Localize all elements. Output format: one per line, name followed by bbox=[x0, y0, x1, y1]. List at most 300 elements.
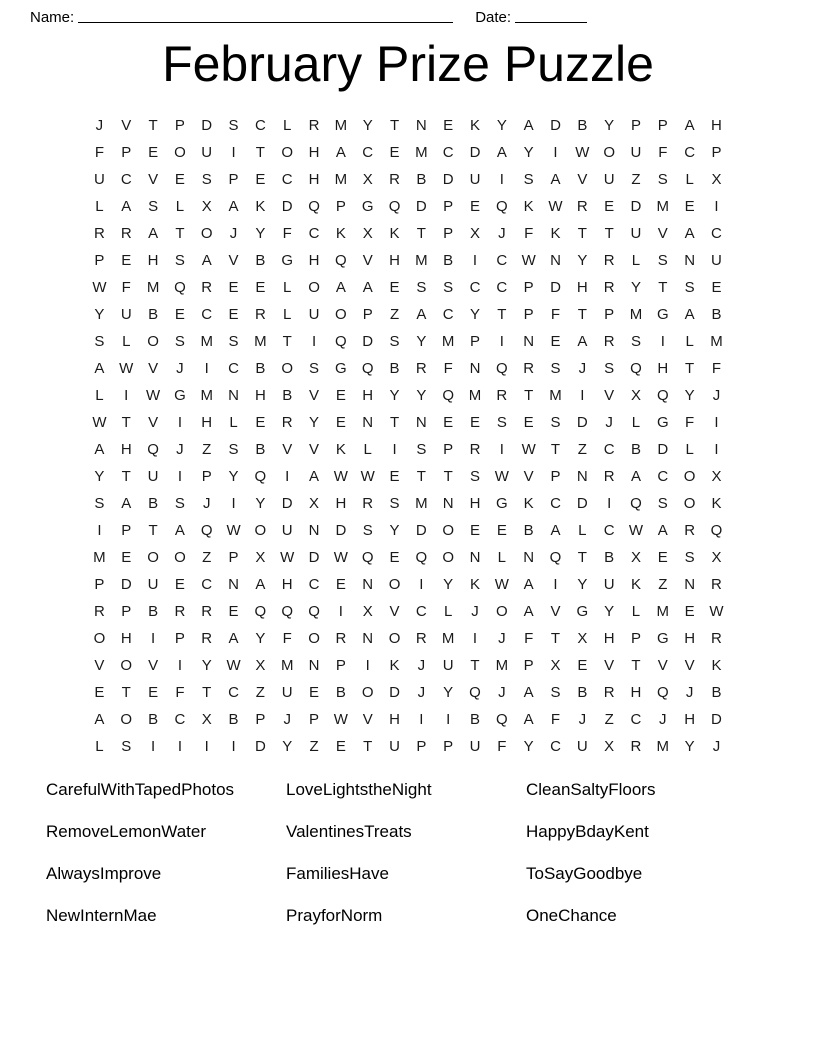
word-list-item[interactable]: NewInternMae bbox=[46, 906, 157, 925]
grid-cell[interactable]: X bbox=[711, 468, 722, 485]
grid-cell[interactable]: I bbox=[419, 576, 424, 593]
grid-cell[interactable]: R bbox=[201, 630, 213, 647]
grid-cell[interactable]: O bbox=[147, 333, 159, 350]
grid-cell[interactable]: M bbox=[468, 387, 482, 404]
grid-cell[interactable]: E bbox=[148, 144, 159, 161]
grid-cell[interactable]: J bbox=[685, 684, 694, 701]
grid-cell[interactable]: U bbox=[442, 657, 454, 674]
grid-cell[interactable]: L bbox=[283, 279, 292, 296]
grid-cell[interactable]: Y bbox=[362, 117, 373, 134]
grid-cell[interactable]: F bbox=[685, 414, 695, 431]
grid-cell[interactable]: Q bbox=[656, 684, 669, 701]
grid-cell[interactable]: O bbox=[442, 549, 455, 566]
grid-cell[interactable]: T bbox=[416, 468, 426, 485]
grid-cell[interactable]: P bbox=[255, 711, 266, 728]
grid-cell[interactable]: C bbox=[550, 495, 561, 512]
grid-cell[interactable]: H bbox=[335, 495, 347, 512]
grid-cell[interactable]: P bbox=[94, 576, 105, 593]
grid-cell[interactable]: V bbox=[309, 387, 320, 404]
grid-cell[interactable]: P bbox=[470, 333, 481, 350]
grid-cell[interactable]: I bbox=[177, 414, 182, 431]
grid-cell[interactable]: D bbox=[657, 441, 669, 458]
grid-cell[interactable]: X bbox=[309, 495, 320, 512]
grid-cell[interactable]: R bbox=[389, 171, 400, 188]
grid-cell[interactable]: J bbox=[95, 117, 104, 134]
grid-cell[interactable]: E bbox=[228, 306, 239, 323]
grid-cell[interactable]: E bbox=[443, 117, 454, 134]
grid-cell[interactable]: K bbox=[550, 225, 561, 242]
grid-cell[interactable]: S bbox=[228, 441, 239, 458]
grid-cell[interactable]: P bbox=[711, 144, 722, 161]
grid-cell[interactable]: X bbox=[362, 603, 373, 620]
grid-cell[interactable]: W bbox=[333, 711, 348, 728]
grid-cell[interactable]: E bbox=[389, 279, 400, 296]
grid-cell[interactable]: A bbox=[523, 117, 534, 134]
grid-cell[interactable]: R bbox=[335, 630, 347, 647]
grid-cell[interactable]: K bbox=[389, 657, 400, 674]
grid-cell[interactable]: A bbox=[577, 333, 588, 350]
grid-cell[interactable]: K bbox=[630, 576, 641, 593]
grid-cell[interactable]: Q bbox=[388, 198, 401, 215]
grid-cell[interactable]: V bbox=[577, 171, 588, 188]
grid-cell[interactable]: A bbox=[523, 711, 534, 728]
grid-cell[interactable]: S bbox=[389, 333, 400, 350]
grid-cell[interactable]: J bbox=[283, 711, 291, 728]
grid-cell[interactable]: J bbox=[605, 414, 613, 431]
grid-cell[interactable]: V bbox=[550, 603, 561, 620]
grid-cell[interactable]: P bbox=[630, 630, 641, 647]
grid-cell[interactable]: S bbox=[657, 171, 668, 188]
grid-cell[interactable]: R bbox=[576, 198, 588, 215]
grid-cell[interactable]: M bbox=[415, 495, 428, 512]
grid-cell[interactable]: I bbox=[285, 468, 290, 485]
grid-cell[interactable]: D bbox=[576, 414, 588, 431]
grid-cell[interactable]: N bbox=[362, 414, 374, 431]
grid-cell[interactable]: B bbox=[604, 549, 615, 566]
grid-cell[interactable]: H bbox=[308, 171, 320, 188]
grid-cell[interactable]: A bbox=[335, 144, 346, 161]
grid-cell[interactable]: R bbox=[93, 603, 105, 620]
grid-cell[interactable]: D bbox=[469, 144, 481, 161]
grid-cell[interactable]: E bbox=[470, 522, 481, 539]
grid-cell[interactable]: Q bbox=[361, 549, 374, 566]
grid-cell[interactable]: E bbox=[470, 198, 481, 215]
word-list-item[interactable]: CleanSaltyFloors bbox=[526, 780, 656, 799]
grid-cell[interactable]: Q bbox=[361, 360, 374, 377]
grid-cell[interactable]: S bbox=[657, 495, 668, 512]
grid-cell[interactable]: W bbox=[92, 414, 107, 431]
word-list-item[interactable]: RemoveLemonWater bbox=[46, 822, 206, 841]
grid-cell[interactable]: Q bbox=[469, 684, 481, 701]
grid-cell[interactable]: W bbox=[119, 360, 134, 377]
grid-cell[interactable]: P bbox=[443, 225, 454, 242]
grid-cell[interactable]: X bbox=[630, 387, 641, 404]
grid-cell[interactable]: P bbox=[362, 306, 373, 323]
grid-cell[interactable]: H bbox=[147, 252, 159, 269]
word-list-item[interactable]: CarefulWithTapedPhotos bbox=[46, 780, 235, 799]
grid-cell[interactable]: O bbox=[496, 603, 508, 620]
grid-cell[interactable]: S bbox=[94, 495, 105, 512]
grid-cell[interactable]: I bbox=[419, 711, 424, 728]
grid-cell[interactable]: Y bbox=[684, 387, 695, 404]
grid-cell[interactable]: I bbox=[392, 441, 397, 458]
grid-cell[interactable]: Y bbox=[416, 387, 427, 404]
grid-cell[interactable]: E bbox=[335, 387, 346, 404]
grid-cell[interactable]: D bbox=[335, 522, 347, 539]
grid-cell[interactable]: M bbox=[200, 333, 213, 350]
grid-cell[interactable]: M bbox=[93, 549, 106, 566]
grid-cell[interactable]: H bbox=[469, 495, 481, 512]
grid-cell[interactable]: Z bbox=[202, 549, 212, 566]
word-list-item[interactable]: AlwaysImprove bbox=[46, 864, 162, 883]
grid-cell[interactable]: E bbox=[443, 414, 454, 431]
grid-cell[interactable]: O bbox=[120, 711, 133, 728]
grid-cell[interactable]: A bbox=[684, 225, 695, 242]
grid-cell[interactable]: I bbox=[472, 630, 478, 647]
grid-cell[interactable]: D bbox=[550, 117, 561, 134]
grid-cell[interactable]: H bbox=[630, 684, 642, 701]
grid-cell[interactable]: W bbox=[494, 576, 509, 593]
grid-cell[interactable]: E bbox=[389, 144, 400, 161]
grid-cell[interactable]: X bbox=[604, 738, 615, 755]
grid-cell[interactable]: A bbox=[121, 495, 132, 512]
grid-cell[interactable]: N bbox=[442, 495, 454, 512]
grid-cell[interactable]: S bbox=[121, 738, 132, 755]
grid-cell[interactable]: T bbox=[550, 441, 561, 458]
grid-cell[interactable]: E bbox=[255, 414, 266, 431]
grid-cell[interactable]: A bbox=[148, 225, 159, 242]
grid-cell[interactable]: Z bbox=[577, 441, 587, 458]
grid-cell[interactable]: F bbox=[658, 144, 668, 161]
grid-cell[interactable]: Y bbox=[282, 738, 293, 755]
grid-cell[interactable]: D bbox=[711, 711, 722, 728]
grid-cell[interactable]: S bbox=[174, 252, 185, 269]
grid-cell[interactable]: J bbox=[202, 495, 211, 512]
word-search-grid[interactable] bbox=[86, 112, 730, 760]
grid-cell[interactable]: R bbox=[415, 360, 427, 377]
grid-cell[interactable]: Q bbox=[335, 333, 347, 350]
grid-cell[interactable]: A bbox=[201, 252, 212, 269]
grid-cell[interactable]: E bbox=[335, 738, 346, 755]
word-list-item[interactable]: ValentinesTreats bbox=[286, 822, 412, 841]
grid-cell[interactable]: J bbox=[229, 225, 238, 242]
grid-cell[interactable]: X bbox=[201, 198, 212, 215]
grid-cell[interactable]: O bbox=[281, 144, 294, 161]
grid-cell[interactable]: K bbox=[523, 495, 534, 512]
grid-cell[interactable]: D bbox=[630, 198, 642, 215]
grid-cell[interactable]: N bbox=[684, 576, 696, 593]
grid-cell[interactable]: B bbox=[228, 711, 239, 728]
grid-cell[interactable]: M bbox=[441, 630, 455, 647]
grid-cell[interactable]: B bbox=[523, 522, 534, 539]
grid-cell[interactable]: W bbox=[333, 549, 348, 566]
grid-cell[interactable]: P bbox=[523, 657, 534, 674]
grid-cell[interactable]: S bbox=[550, 360, 561, 377]
grid-cell[interactable]: U bbox=[120, 306, 132, 323]
grid-cell[interactable]: R bbox=[362, 495, 374, 512]
grid-cell[interactable]: E bbox=[121, 252, 132, 269]
grid-cell[interactable]: L bbox=[444, 603, 453, 620]
grid-cell[interactable]: T bbox=[497, 306, 507, 323]
grid-cell[interactable]: W bbox=[226, 522, 241, 539]
grid-cell[interactable]: D bbox=[389, 684, 400, 701]
grid-cell[interactable]: G bbox=[335, 360, 347, 377]
grid-cell[interactable]: J bbox=[712, 387, 721, 404]
grid-cell[interactable]: W bbox=[628, 522, 644, 539]
grid-cell[interactable]: P bbox=[201, 468, 212, 485]
name-write-line[interactable] bbox=[78, 21, 453, 23]
grid-cell[interactable]: C bbox=[254, 117, 266, 134]
grid-cell[interactable]: J bbox=[659, 711, 667, 728]
grid-cell[interactable]: E bbox=[228, 279, 239, 296]
grid-cell[interactable]: C bbox=[684, 144, 696, 161]
grid-cell[interactable]: F bbox=[121, 279, 131, 296]
grid-cell[interactable]: B bbox=[148, 495, 159, 512]
grid-cell[interactable]: M bbox=[200, 387, 213, 404]
grid-cell[interactable]: H bbox=[308, 252, 320, 269]
grid-cell[interactable]: S bbox=[416, 441, 427, 458]
grid-cell[interactable]: P bbox=[443, 198, 454, 215]
grid-cell[interactable]: S bbox=[362, 522, 373, 539]
grid-cell[interactable]: V bbox=[121, 117, 132, 134]
grid-cell[interactable]: K bbox=[470, 576, 481, 593]
grid-cell[interactable]: P bbox=[228, 549, 239, 566]
grid-cell[interactable]: E bbox=[550, 333, 561, 350]
grid-cell[interactable]: U bbox=[603, 171, 615, 188]
grid-cell[interactable]: P bbox=[523, 306, 534, 323]
grid-cell[interactable]: L bbox=[631, 603, 641, 620]
grid-cell[interactable]: X bbox=[255, 657, 266, 674]
grid-cell[interactable]: N bbox=[415, 117, 427, 134]
grid-cell[interactable]: L bbox=[631, 252, 641, 269]
grid-cell[interactable]: J bbox=[417, 684, 426, 701]
grid-cell[interactable]: Y bbox=[470, 306, 481, 323]
grid-cell[interactable]: M bbox=[656, 198, 670, 215]
grid-cell[interactable]: P bbox=[94, 252, 105, 269]
grid-cell[interactable]: U bbox=[389, 738, 400, 755]
grid-cell[interactable]: I bbox=[499, 333, 504, 350]
grid-cell[interactable]: V bbox=[684, 657, 695, 674]
grid-cell[interactable]: R bbox=[254, 306, 266, 323]
grid-cell[interactable]: T bbox=[604, 225, 614, 242]
grid-cell[interactable]: T bbox=[631, 657, 641, 674]
grid-cell[interactable]: I bbox=[553, 144, 558, 161]
grid-cell[interactable]: Q bbox=[254, 603, 267, 620]
grid-cell[interactable]: E bbox=[684, 603, 695, 620]
grid-cell[interactable]: Q bbox=[442, 387, 455, 404]
grid-cell[interactable]: B bbox=[335, 684, 346, 701]
grid-cell[interactable]: U bbox=[630, 144, 642, 161]
grid-cell[interactable]: E bbox=[657, 549, 668, 566]
grid-cell[interactable]: C bbox=[603, 522, 615, 539]
grid-cell[interactable]: B bbox=[711, 684, 722, 701]
grid-cell[interactable]: L bbox=[631, 414, 641, 431]
grid-cell[interactable]: R bbox=[711, 576, 722, 593]
grid-cell[interactable]: D bbox=[576, 495, 588, 512]
grid-cell[interactable]: S bbox=[684, 549, 695, 566]
grid-cell[interactable]: Y bbox=[309, 414, 320, 431]
grid-cell[interactable]: C bbox=[496, 279, 508, 296]
grid-cell[interactable]: H bbox=[576, 279, 588, 296]
grid-cell[interactable]: I bbox=[150, 630, 156, 647]
grid-cell[interactable]: X bbox=[255, 549, 266, 566]
grid-cell[interactable]: F bbox=[443, 360, 453, 377]
grid-cell[interactable]: E bbox=[711, 279, 722, 296]
grid-cell[interactable]: G bbox=[576, 603, 589, 620]
grid-cell[interactable]: S bbox=[228, 117, 239, 134]
grid-cell[interactable]: I bbox=[499, 441, 504, 458]
grid-cell[interactable]: V bbox=[657, 225, 668, 242]
grid-cell[interactable]: Y bbox=[443, 684, 454, 701]
grid-cell[interactable]: A bbox=[684, 117, 695, 134]
grid-cell[interactable]: C bbox=[362, 144, 374, 161]
grid-cell[interactable]: F bbox=[175, 684, 185, 701]
grid-cell[interactable]: Y bbox=[523, 144, 534, 161]
grid-cell[interactable]: I bbox=[231, 144, 236, 161]
grid-cell[interactable]: D bbox=[362, 333, 374, 350]
grid-cell[interactable]: U bbox=[469, 738, 481, 755]
grid-cell[interactable]: H bbox=[684, 630, 696, 647]
grid-cell[interactable]: N bbox=[228, 387, 239, 404]
grid-cell[interactable]: T bbox=[577, 225, 587, 242]
grid-cell[interactable]: Q bbox=[710, 522, 723, 539]
grid-cell[interactable]: I bbox=[472, 252, 478, 269]
grid-cell[interactable]: E bbox=[684, 198, 695, 215]
grid-cell[interactable]: Y bbox=[228, 468, 239, 485]
grid-cell[interactable]: V bbox=[604, 657, 615, 674]
grid-cell[interactable]: I bbox=[607, 495, 612, 512]
grid-cell[interactable]: U bbox=[469, 171, 481, 188]
grid-cell[interactable]: L bbox=[685, 333, 694, 350]
grid-cell[interactable]: I bbox=[499, 171, 504, 188]
grid-cell[interactable]: E bbox=[255, 171, 266, 188]
grid-cell[interactable]: J bbox=[498, 630, 506, 647]
grid-cell[interactable]: Q bbox=[254, 468, 267, 485]
grid-cell[interactable]: Y bbox=[604, 117, 615, 134]
grid-cell[interactable]: O bbox=[147, 549, 159, 566]
grid-cell[interactable]: L bbox=[685, 171, 694, 188]
grid-cell[interactable]: E bbox=[228, 603, 239, 620]
grid-cell[interactable]: G bbox=[496, 495, 508, 512]
grid-cell[interactable]: C bbox=[415, 603, 427, 620]
grid-cell[interactable]: M bbox=[549, 387, 562, 404]
grid-cell[interactable]: O bbox=[308, 279, 320, 296]
grid-cell[interactable]: R bbox=[603, 684, 615, 701]
grid-cell[interactable]: H bbox=[362, 387, 374, 404]
grid-cell[interactable]: L bbox=[229, 414, 238, 431]
grid-cell[interactable]: S bbox=[496, 414, 507, 431]
grid-cell[interactable]: V bbox=[282, 441, 293, 458]
grid-cell[interactable]: O bbox=[388, 630, 401, 647]
grid-cell[interactable]: C bbox=[201, 306, 213, 323]
grid-cell[interactable]: O bbox=[442, 522, 455, 539]
grid-cell[interactable]: W bbox=[521, 252, 536, 269]
grid-cell[interactable]: W bbox=[575, 144, 590, 161]
grid-cell[interactable]: W bbox=[521, 441, 536, 458]
grid-cell[interactable]: S bbox=[228, 333, 239, 350]
grid-cell[interactable]: A bbox=[228, 630, 239, 647]
grid-cell[interactable]: C bbox=[120, 171, 132, 188]
grid-cell[interactable]: J bbox=[712, 738, 721, 755]
grid-cell[interactable]: K bbox=[335, 441, 346, 458]
grid-cell[interactable]: D bbox=[442, 171, 454, 188]
grid-cell[interactable]: S bbox=[389, 495, 400, 512]
grid-cell[interactable]: U bbox=[147, 576, 159, 593]
grid-cell[interactable]: D bbox=[120, 576, 132, 593]
grid-cell[interactable]: Q bbox=[630, 360, 642, 377]
grid-cell[interactable]: M bbox=[441, 333, 455, 350]
grid-cell[interactable]: L bbox=[283, 306, 292, 323]
grid-cell[interactable]: J bbox=[498, 684, 506, 701]
grid-cell[interactable]: Y bbox=[255, 495, 266, 512]
grid-cell[interactable]: F bbox=[711, 360, 722, 377]
grid-cell[interactable]: U bbox=[603, 576, 615, 593]
grid-cell[interactable]: K bbox=[711, 495, 722, 512]
grid-cell[interactable]: E bbox=[523, 414, 534, 431]
word-list-item[interactable]: ToSayGoodbye bbox=[526, 864, 643, 883]
grid-cell[interactable]: C bbox=[308, 576, 320, 593]
grid-cell[interactable]: P bbox=[335, 657, 346, 674]
grid-cell[interactable]: T bbox=[658, 279, 668, 296]
grid-cell[interactable]: L bbox=[95, 387, 104, 404]
grid-cell[interactable]: M bbox=[334, 171, 348, 188]
grid-cell[interactable]: C bbox=[469, 279, 481, 296]
grid-cell[interactable]: X bbox=[711, 549, 722, 566]
grid-cell[interactable]: V bbox=[148, 171, 159, 188]
grid-cell[interactable]: L bbox=[578, 522, 587, 539]
grid-cell[interactable]: O bbox=[93, 630, 106, 647]
grid-cell[interactable]: M bbox=[495, 657, 509, 674]
grid-cell[interactable]: M bbox=[656, 738, 670, 755]
grid-cell[interactable]: F bbox=[94, 144, 104, 161]
grid-cell[interactable]: J bbox=[176, 441, 184, 458]
grid-cell[interactable]: R bbox=[684, 522, 696, 539]
grid-cell[interactable]: Q bbox=[308, 198, 320, 215]
grid-cell[interactable]: Q bbox=[335, 252, 347, 269]
grid-cell[interactable]: E bbox=[174, 306, 185, 323]
grid-cell[interactable]: I bbox=[177, 738, 182, 755]
grid-cell[interactable]: L bbox=[497, 549, 506, 566]
grid-cell[interactable]: I bbox=[124, 387, 129, 404]
grid-cell[interactable]: H bbox=[684, 711, 696, 728]
grid-cell[interactable]: H bbox=[657, 360, 669, 377]
grid-cell[interactable]: S bbox=[416, 279, 427, 296]
grid-cell[interactable]: P bbox=[121, 522, 132, 539]
grid-cell[interactable]: I bbox=[150, 738, 156, 755]
grid-cell[interactable]: A bbox=[121, 198, 132, 215]
grid-cell[interactable]: R bbox=[201, 279, 213, 296]
grid-cell[interactable]: P bbox=[174, 117, 185, 134]
grid-cell[interactable]: Y bbox=[577, 576, 588, 593]
grid-cell[interactable]: Y bbox=[523, 738, 534, 755]
grid-cell[interactable]: B bbox=[255, 360, 266, 377]
grid-cell[interactable]: R bbox=[603, 333, 615, 350]
grid-cell[interactable]: P bbox=[443, 738, 454, 755]
grid-cell[interactable]: T bbox=[255, 144, 265, 161]
grid-cell[interactable]: J bbox=[176, 360, 184, 377]
grid-cell[interactable]: H bbox=[201, 414, 213, 431]
grid-cell[interactable]: L bbox=[283, 117, 292, 134]
grid-cell[interactable]: Q bbox=[656, 387, 669, 404]
grid-cell[interactable]: U bbox=[281, 522, 293, 539]
grid-cell[interactable]: Q bbox=[415, 549, 428, 566]
grid-cell[interactable]: S bbox=[470, 468, 481, 485]
grid-cell[interactable]: F bbox=[524, 225, 534, 242]
grid-cell[interactable]: X bbox=[711, 171, 722, 188]
grid-cell[interactable]: E bbox=[389, 549, 400, 566]
grid-cell[interactable]: G bbox=[656, 414, 669, 431]
grid-cell[interactable]: S bbox=[174, 495, 185, 512]
